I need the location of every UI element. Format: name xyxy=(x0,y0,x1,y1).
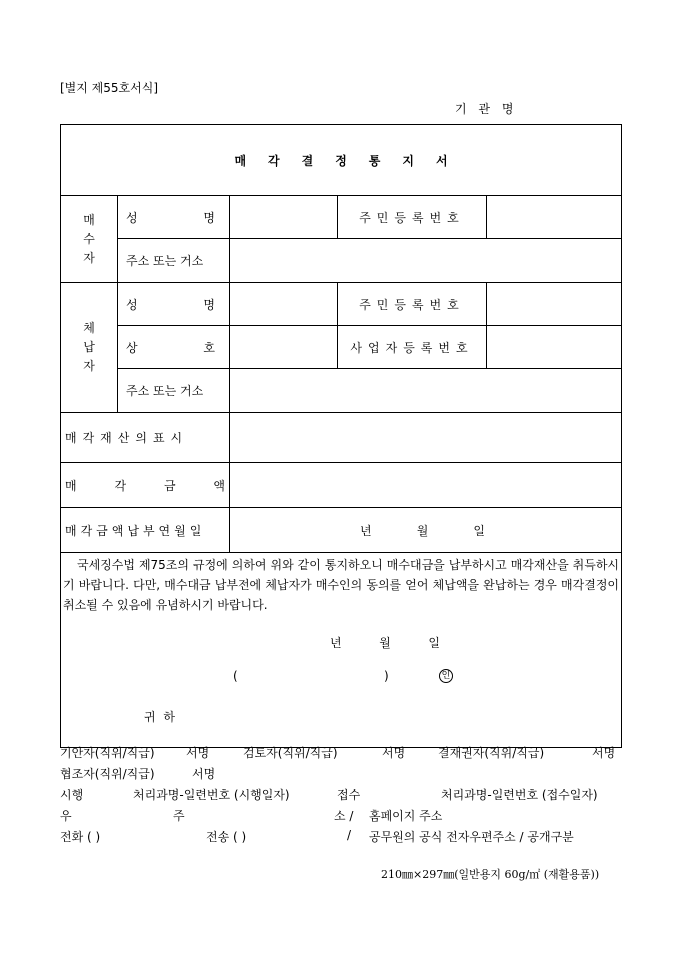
delinquent-label-char: 납 xyxy=(83,340,95,354)
buyer-rrn-label: 주민등록번호 xyxy=(338,196,487,239)
contact-separator: / xyxy=(347,828,352,842)
footer-line-enforcement xyxy=(60,786,621,802)
enforcement-number: 처리과명-일련번호 (시행일자) xyxy=(133,788,290,802)
delinquent-name-field[interactable] xyxy=(230,283,338,326)
seal-mark: 인 xyxy=(439,669,453,683)
form-reference: [별지 제55호서식] xyxy=(60,81,158,95)
due-date-label: 매각금액납부연월일 xyxy=(61,508,230,553)
drafter-label: 기안자(직위/직급) xyxy=(60,746,155,760)
delinquent-name-label: 성 명 xyxy=(118,283,230,326)
address-label-end: 소 / xyxy=(334,809,354,823)
delinquent-brn-label: 사업자등록번호 xyxy=(338,326,487,369)
delinquent-label-char: 자 xyxy=(83,359,95,373)
delinquent-trade-label: 상 호 xyxy=(118,326,230,369)
email-label: 공무원의 공식 전자우편주소 / 공개구분 xyxy=(369,830,574,844)
delinquent-address-label: 주소 또는 거소 xyxy=(118,369,230,413)
delinquent-address-field[interactable] xyxy=(230,369,622,413)
footer-line-contact xyxy=(60,828,621,844)
sign-open-paren: ( xyxy=(233,669,238,683)
delinquent-label-char: 체 xyxy=(83,321,95,335)
buyer-label-char: 매 xyxy=(83,212,95,227)
delinquent-trade-field[interactable] xyxy=(230,326,338,369)
reviewer-sign: 서명 xyxy=(382,746,406,760)
delinquent-section-label xyxy=(61,283,118,413)
property-label: 매각재산의표시 xyxy=(61,413,230,463)
decision-notice-form xyxy=(60,124,622,748)
notice-body xyxy=(61,553,622,748)
postal-label: 우 xyxy=(60,809,72,823)
enforcement-label: 시행 xyxy=(60,788,84,802)
footer-line-address xyxy=(60,807,621,823)
receipt-number: 처리과명-일련번호 (접수일자) xyxy=(441,788,598,802)
buyer-address-label: 주소 또는 거소 xyxy=(118,239,230,283)
cooperator-label: 협조자(직위/직급) xyxy=(60,767,155,781)
form-title: 매각결정통지서 xyxy=(61,125,622,196)
buyer-address-field[interactable] xyxy=(230,239,622,283)
drafter-sign: 서명 xyxy=(186,746,210,760)
addressee: 귀 하 xyxy=(144,710,177,724)
address-label-char: 주 xyxy=(173,809,185,823)
buyer-section-label xyxy=(61,196,118,283)
delinquent-rrn-field[interactable] xyxy=(487,283,622,326)
phone-label: 전화 ( ) xyxy=(60,830,101,844)
delinquent-rrn-label: 주민등록번호 xyxy=(338,283,487,326)
buyer-name-field[interactable] xyxy=(230,196,338,239)
buyer-rrn-field[interactable] xyxy=(487,196,622,239)
notice-text: 국세징수법 제75조의 규정에 의하여 위와 같이 통지하오니 매수대금을 납부하시고 매각재산을 취득하시기 바랍니다. 다만, 매수대금 납부전에 체납자가 매수인의 동의를 얻어 체납액을 완납하는 경우 매각결정이 취소될 수 있음에 유념하시기 바랍니다. xyxy=(63,558,620,612)
amount-field[interactable] xyxy=(230,463,622,508)
delinquent-brn-field[interactable] xyxy=(487,326,622,369)
buyer-name-label: 성 명 xyxy=(118,196,230,239)
amount-label: 매 각 금 액 xyxy=(61,463,230,508)
sign-close-paren: ) xyxy=(384,669,389,683)
approver-sign: 서명 xyxy=(592,746,616,760)
due-date-field[interactable]: 년 월 일 xyxy=(230,508,622,553)
footer-line-approval xyxy=(60,744,621,760)
buyer-label-char: 수 xyxy=(83,231,95,246)
approver-label: 결재권자(직위/직급) xyxy=(438,746,545,760)
footer-line-cooperation xyxy=(60,765,621,781)
buyer-label-char: 자 xyxy=(83,250,95,265)
paper-spec: 210㎜×297㎜(일반용지 60g/㎡ (재활용품)) xyxy=(381,868,600,881)
receipt-label: 접수 xyxy=(337,788,361,802)
homepage-label: 홈페이지 주소 xyxy=(369,809,443,823)
issue-date: 년 월 일 xyxy=(330,636,440,650)
reviewer-label: 검토자(직위/직급) xyxy=(243,746,338,760)
signature-line xyxy=(63,669,619,689)
property-field[interactable] xyxy=(230,413,622,463)
cooperator-sign: 서명 xyxy=(192,767,216,781)
agency-name: 기 관 명 xyxy=(455,102,518,116)
fax-label: 전송 ( ) xyxy=(206,830,247,844)
